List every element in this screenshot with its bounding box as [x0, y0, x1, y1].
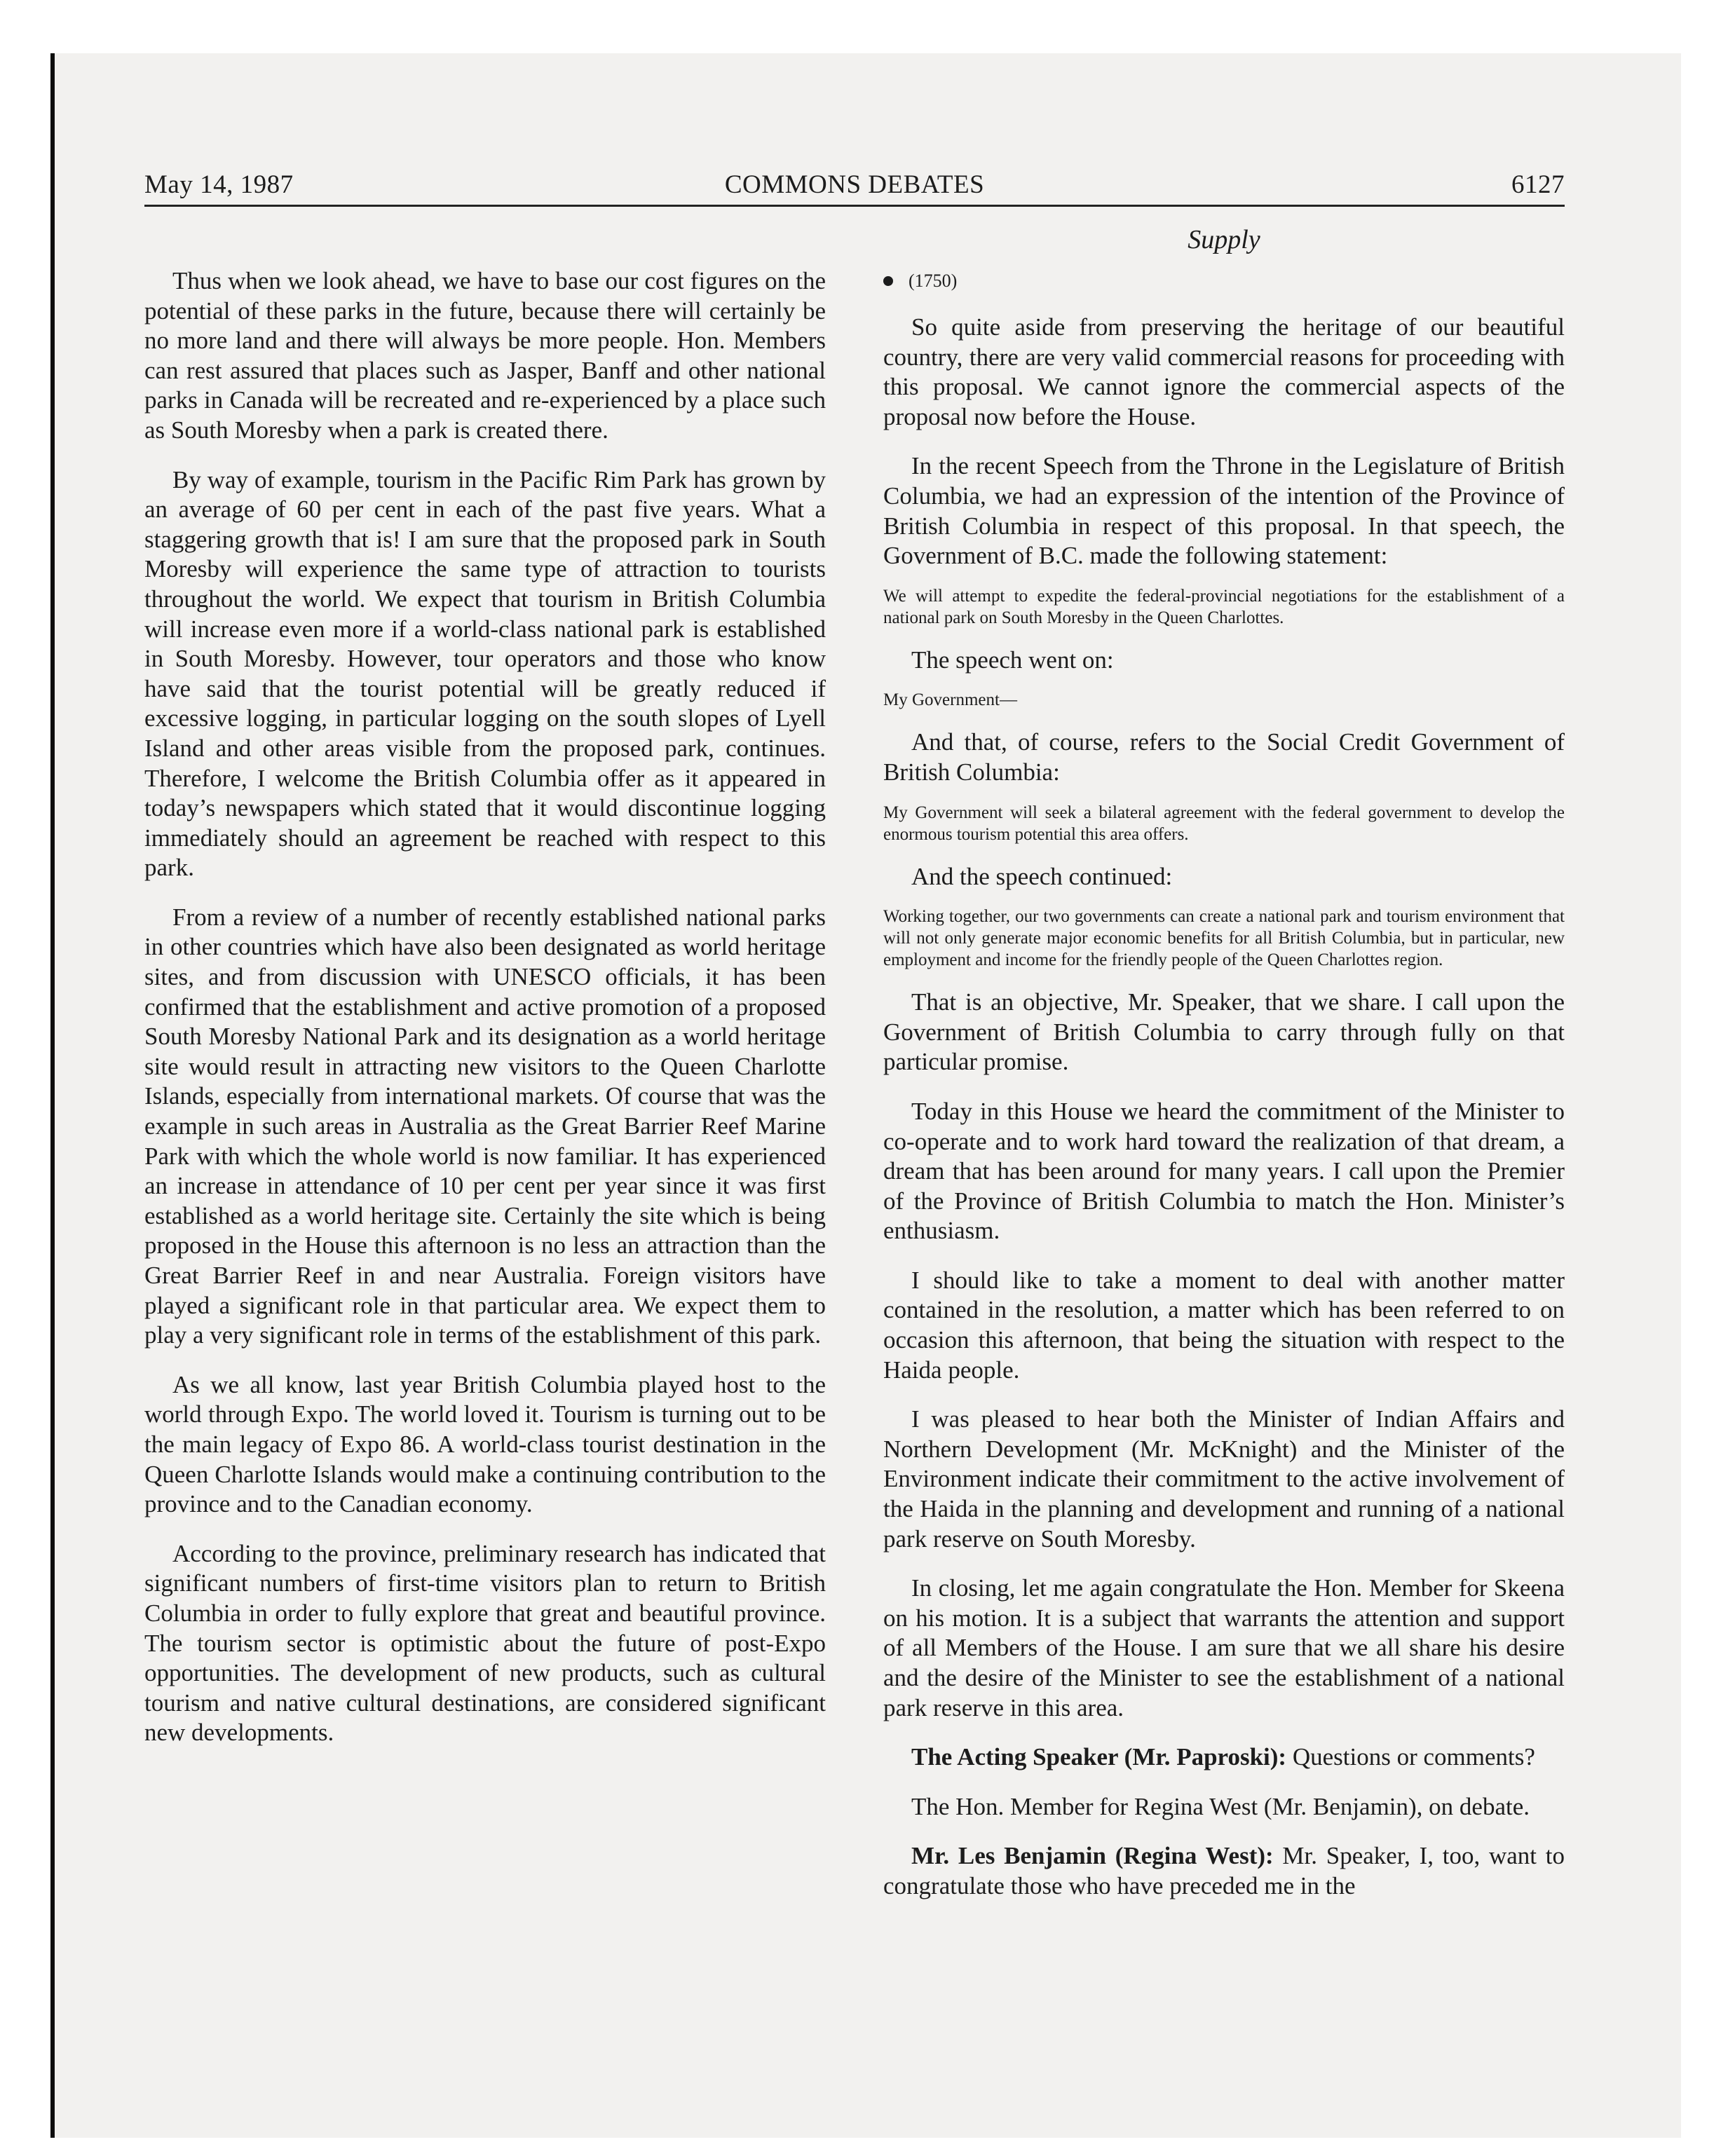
speech-text: Questions or comments? — [1286, 1743, 1535, 1771]
paragraph: In the recent Speech from the Throne in the Legislature of British Columbia, we had an expression of the intention of the Province of British Columbia in respect of this proposal. In that speech, the Government of B.C. made the following statement: — [883, 452, 1565, 570]
paragraph: The Hon. Member for Regina West (Mr. Benjamin), on debate. — [911, 1792, 1530, 1820]
quotation: My Government— — [883, 690, 1017, 710]
speaker-name: Mr. Les Benjamin (Regina West): — [911, 1842, 1274, 1870]
paragraph: The speech went on: — [911, 646, 1114, 674]
quotation: My Government will seek a bilateral agreement with the federal government to develop the enormous tourism potential this area offers. — [883, 803, 1565, 844]
header-date: May 14, 1987 — [144, 170, 294, 199]
left-column — [144, 266, 826, 1768]
section-heading: Supply — [1188, 225, 1260, 254]
paragraph: From a review of a number of recently established national parks in other countries which have also been designated as world heritage sites, and from discussion with UNESCO officials, it has been confirmed that the establishment and active promotion of a proposed South Moresby National Park and its designation as a world heritage site would result in attracting new visitors to the Queen Charlotte Islands, especially from international markets. Of course that was the example in such areas in Australia as the Great Barrier Reef Marine Park with which the whole world is now familiar. It has experienced an increase in attendance of 10 per cent per year since it was first established as a world heritage site. Certainly the site which is being proposed in the House this afternoon is no less an attraction than the Great Barrier Reef in and near Australia. Foreign visitors have played a significant role in that particular area. We expect them to play a very significant role in terms of the establishment of this park. — [144, 903, 826, 1349]
bullet-icon — [883, 276, 893, 286]
speech-text: Mr. Speaker, I, too, want to congratulate those who have preceded me in the — [883, 1842, 1565, 1899]
scan-edge — [50, 53, 55, 2138]
timestamp: (1750) — [909, 271, 958, 291]
paragraph: I should like to take a moment to deal with another matter contained in the resolution, a matter which has been referred to on occasion this afternoon, that being the situation with respect to the Haida people. — [883, 1266, 1565, 1384]
speaker-paragraph — [883, 1742, 1565, 1773]
paragraph: Today in this House we heard the commitment of the Minister to co-operate and to work hard toward the realization of that dream, a dream that has been around for many years. I call upon the Premier of the Province of British Columbia to match the Hon. Minister’s enthusiasm. — [883, 1097, 1565, 1245]
quotation: We will attempt to expedite the federal-provincial negotiations for the establishment of a national park on South Moresby in the Queen Charlottes. — [883, 586, 1565, 627]
speaker-paragraph — [883, 1841, 1565, 1901]
paragraph: That is an objective, Mr. Speaker, that we share. I call upon the Government of British Columbia to carry through fully on that particular promise. — [883, 988, 1565, 1076]
paragraph: As we all know, last year British Columbia played host to the world through Expo. The world loved it. Tourism is turning out to be the main legacy of Expo 86. A world-class tourist destination in the Queen Charlotte Islands would make a continuing contribution to the province and to the Canadian economy. — [144, 1370, 826, 1518]
header-title: COMMONS DEBATES — [724, 170, 985, 199]
header-rule — [144, 205, 1565, 207]
paragraph: By way of example, tourism in the Pacific Rim Park has grown by an average of 60 per cent in each of the past five years. What a staggering growth that is! I am sure that the proposed park in South Moresby will experience the same type of attraction to tourists throughout the world. We expect that tourism in British Columbia will increase even more if a world-class national park is established in South Moresby. However, tour operators and those who know have said that the tourist potential will be greatly reduced if excessive logging, in particular logging on the south slopes of Lyell Island and other areas visible from the proposed park, continues. Therefore, I welcome the British Columbia offer as it appeared in today’s newspapers which stated that it would discontinue logging immediately should an agreement be reached with respect to this park. — [144, 465, 826, 882]
right-column — [883, 266, 1565, 1921]
paragraph: And that, of course, refers to the Social Credit Government of British Columbia: — [883, 728, 1565, 786]
paragraph: In closing, let me again congratulate the Hon. Member for Skeena on his motion. It is a subject that warrants the attention and support of all Members of the House. I am sure that we all share his desire and the desire of the Minister to see the establishment of a national park reserve in this area. — [883, 1574, 1565, 1721]
page-number: 6127 — [1511, 170, 1565, 199]
paragraph: And the speech continued: — [911, 862, 1173, 890]
paragraph: So quite aside from preserving the heritage of our beautiful country, there are very valid commercial reasons for proceeding with this proposal. We cannot ignore the commercial aspects of the proposal now before the House. — [883, 313, 1565, 430]
paragraph: According to the province, preliminary research has indicated that significant numbers of first-time visitors plan to return to British Columbia in order to fully explore that great and beautiful province. The tourism sector is optimistic about the future of post-Expo opportunities. The development of new products, such as cultural tourism and native cultural destinations, are considered significant new developments. — [144, 1539, 826, 1747]
page-header — [144, 170, 1565, 205]
quotation: Working together, our two governments can create a national park and tourism environment that will not only generate major economic benefits for all British Columbia, but in particular, new employment and income for the friendly people of the Queen Charlottes region. — [883, 907, 1565, 970]
timestamp-marker — [883, 266, 1565, 296]
paragraph: Thus when we look ahead, we have to base our cost figures on the potential of these parks in the future, because there will certainly be no more land and there will always be more people. Hon. Members can rest assured that places such as Jasper, Banff and other national parks in Canada will be recreated and re-experienced by a place such as South Moresby when a park is created there. — [144, 267, 826, 444]
speaker-name: The Acting Speaker (Mr. Paproski): — [911, 1743, 1287, 1771]
paragraph: I was pleased to hear both the Minister of Indian Affairs and Northern Development (Mr. McKnight) and the Minister of the Environment indicate their commitment to the active involvement of the Haida in the planning and development and running of a national park reserve on South Moresby. — [883, 1405, 1565, 1553]
